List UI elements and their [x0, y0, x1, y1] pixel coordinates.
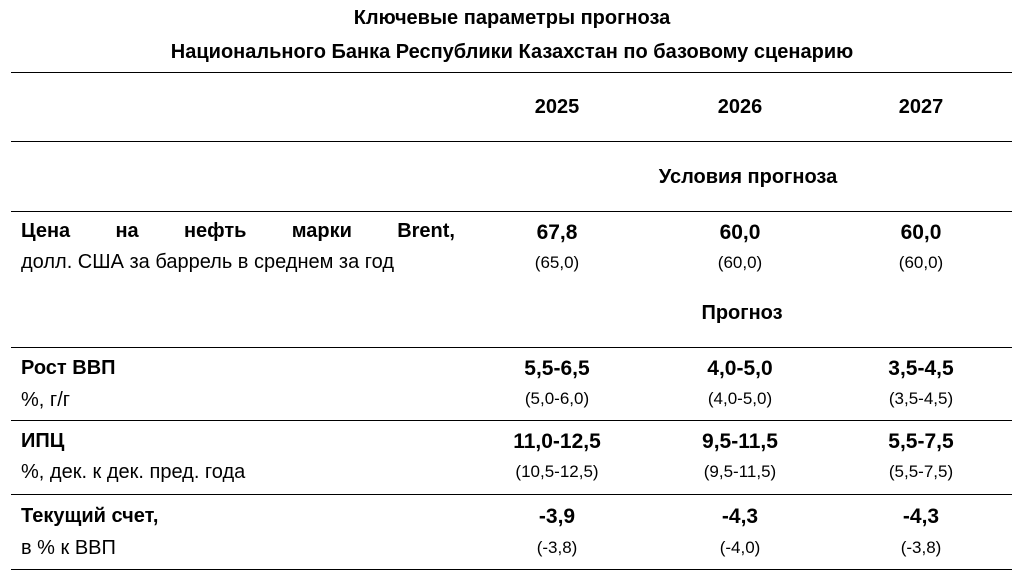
section-conditions: Условия прогноза	[658, 166, 838, 188]
table-title-line-2: Национального Банка Республики Казахстан по базовому сценарию	[170, 41, 854, 63]
value-brent-2027: 60,0	[900, 221, 942, 244]
prev-brent-2025: (65,0)	[534, 253, 580, 272]
divider	[11, 420, 1012, 421]
row-sublabel-cpi: %, дек. к дек. пред. года	[21, 461, 246, 483]
prev-current-account-2025: (-3,8)	[536, 538, 578, 557]
prev-brent-2026: (60,0)	[717, 253, 763, 272]
prev-gdp-2027: (3,5-4,5)	[888, 389, 954, 408]
divider	[11, 72, 1012, 73]
prev-cpi-2026: (9,5-11,5)	[703, 462, 777, 481]
divider	[11, 494, 1012, 495]
row-sublabel-current-account: в % к ВВП	[21, 537, 116, 559]
value-current-account-2027: -4,3	[902, 505, 940, 528]
value-cpi-2025: 11,0-12,5	[513, 430, 601, 453]
year-header-2027: 2027	[898, 96, 944, 118]
divider	[11, 211, 1012, 212]
row-label-current-account: Текущий счет,	[21, 505, 159, 527]
value-cpi-2027: 5,5-7,5	[888, 430, 954, 453]
value-brent-2025: 67,8	[536, 221, 578, 244]
prev-cpi-2027: (5,5-7,5)	[888, 462, 954, 481]
row-sublabel-brent: долл. США за баррель в среднем за год	[21, 251, 394, 273]
row-label-brent: Цена на нефть марки Brent,	[21, 220, 455, 242]
section-forecast: Прогноз	[701, 302, 783, 324]
value-current-account-2026: -4,3	[721, 505, 759, 528]
divider	[11, 141, 1012, 142]
prev-current-account-2027: (-3,8)	[900, 538, 942, 557]
value-current-account-2025: -3,9	[538, 505, 576, 528]
row-label-cpi: ИПЦ	[21, 430, 65, 452]
prev-cpi-2025: (10,5-12,5)	[515, 462, 599, 481]
table-title-line-1: Ключевые параметры прогноза	[353, 7, 671, 29]
value-brent-2026: 60,0	[719, 221, 761, 244]
prev-gdp-2026: (4,0-5,0)	[707, 389, 773, 408]
divider	[11, 569, 1012, 570]
prev-gdp-2025: (5,0-6,0)	[524, 389, 590, 408]
year-header-2026: 2026	[717, 96, 763, 118]
value-gdp-2026: 4,0-5,0	[707, 357, 773, 380]
row-label-gdp: Рост ВВП	[21, 357, 116, 379]
value-cpi-2026: 9,5-11,5	[702, 430, 778, 453]
prev-brent-2027: (60,0)	[898, 253, 944, 272]
divider	[11, 347, 1012, 348]
value-gdp-2027: 3,5-4,5	[888, 357, 954, 380]
row-sublabel-gdp: %, г/г	[21, 389, 71, 411]
prev-current-account-2026: (-4,0)	[719, 538, 761, 557]
value-gdp-2025: 5,5-6,5	[524, 357, 590, 380]
year-header-2025: 2025	[534, 96, 580, 118]
